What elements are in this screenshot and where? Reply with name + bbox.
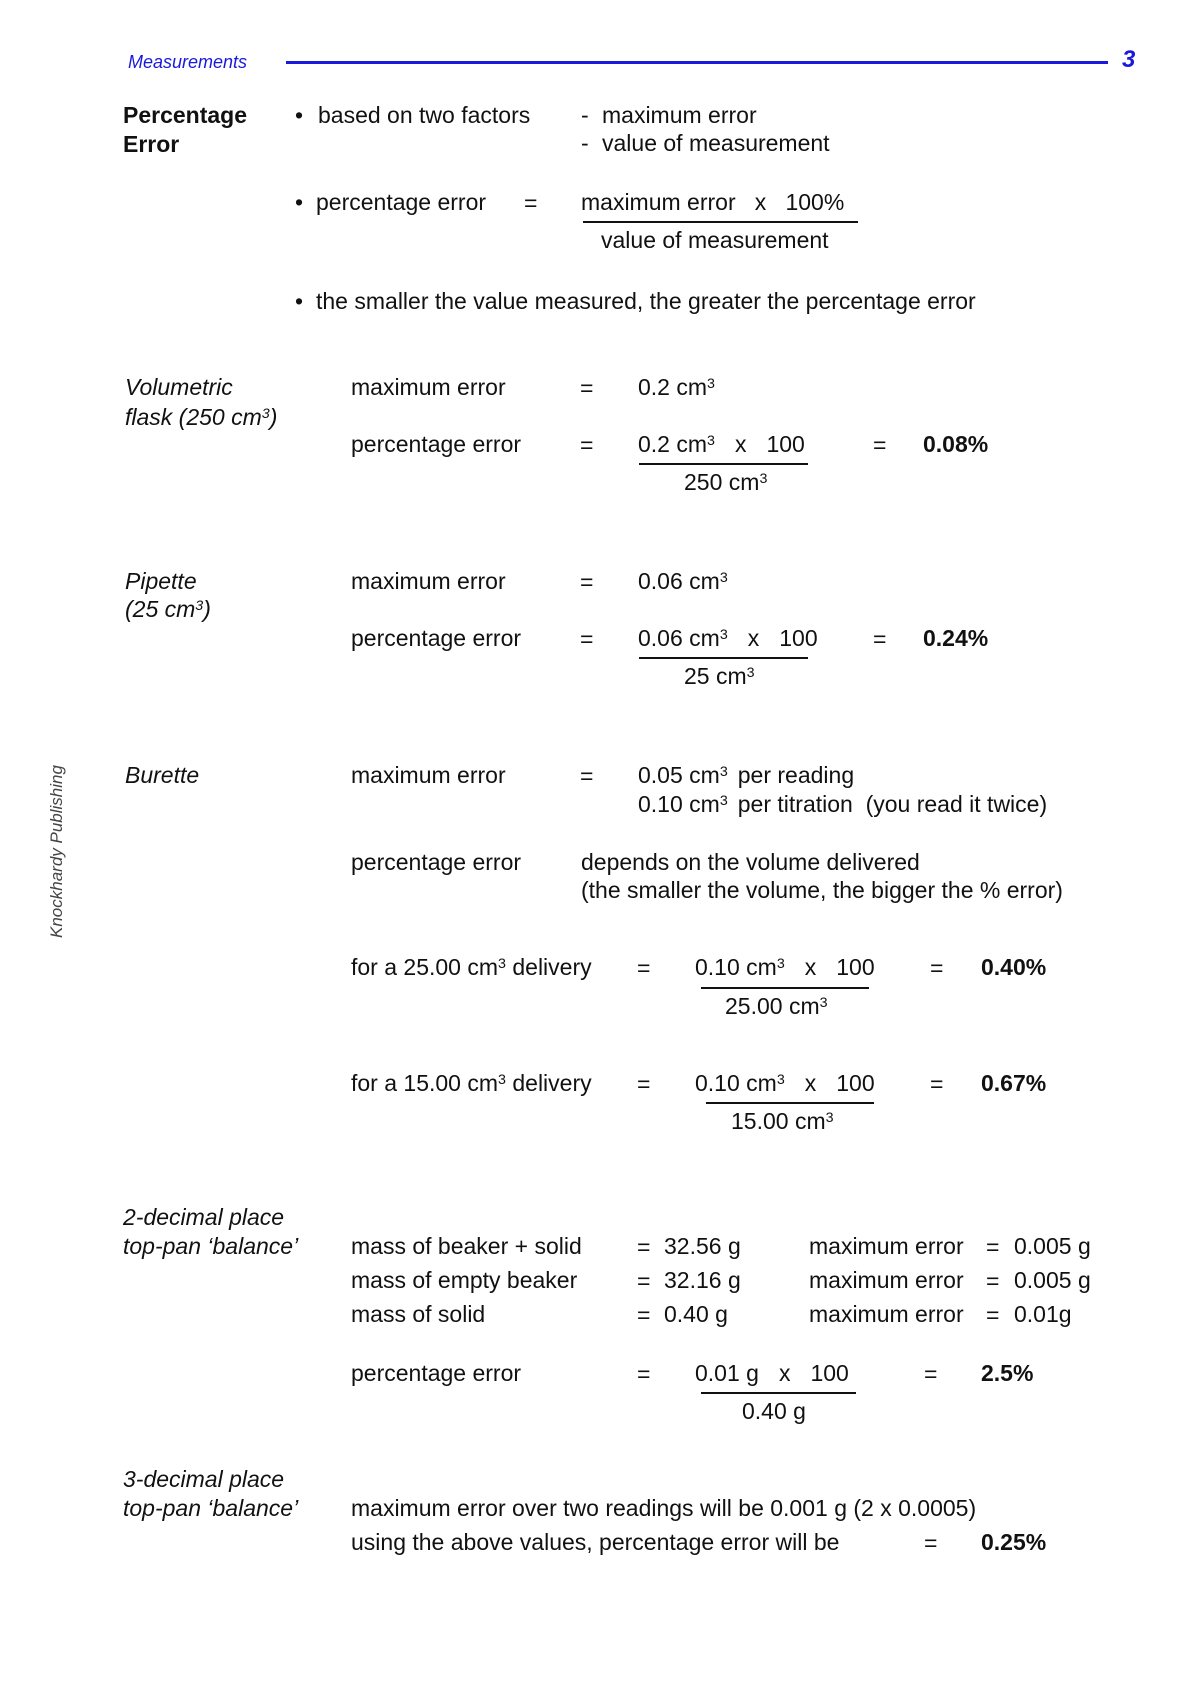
balance2-row2-error-label: maximum error bbox=[809, 1267, 964, 1293]
burette-depends-2: (the smaller the volume, the bigger the % error) bbox=[581, 877, 1063, 903]
bullet-3-marker: • bbox=[295, 288, 304, 314]
pipette-max-error-label: maximum error bbox=[351, 568, 506, 594]
balance3-result: 0.25% bbox=[981, 1529, 1047, 1555]
pipette-numerator: 0.06 $cm^3$ x 100 bbox=[638, 625, 818, 651]
balance2-row3-equals: = bbox=[637, 1302, 651, 1328]
balance2-fraction-rule bbox=[701, 1392, 856, 1394]
burette-calc2-equals: = bbox=[637, 1071, 651, 1097]
burette-max-error-label: maximum error bbox=[351, 762, 506, 788]
balance2-row1-error-label: maximum error bbox=[809, 1233, 964, 1259]
balance2-numerator: 0.01 g x 100 bbox=[695, 1360, 849, 1386]
flask-max-error-label: maximum error bbox=[351, 374, 506, 400]
pipette-result-equals: = bbox=[873, 626, 887, 652]
bullet-2-text: percentage error bbox=[316, 189, 487, 215]
pipette-pct-label: percentage error bbox=[351, 625, 522, 651]
pipette-label-2: (25 $cm^3$) bbox=[125, 596, 211, 622]
factor-1-dash: - bbox=[581, 102, 589, 128]
balance3-label-2: top-pan ‘balance’ bbox=[123, 1495, 299, 1521]
bullet-2-equals: = bbox=[524, 190, 538, 216]
burette-calc1-result: 0.40% bbox=[981, 954, 1047, 980]
burette-calc1-denominator: 25.00 $cm^3$ bbox=[725, 993, 828, 1019]
balance3-result-equals: = bbox=[924, 1530, 938, 1556]
balance2-row1-error-value: 0.005 g bbox=[1014, 1233, 1091, 1259]
balance2-row2-item: mass of empty beaker bbox=[351, 1267, 578, 1293]
bullet-1-marker: • bbox=[295, 102, 304, 128]
burette-label: Burette bbox=[125, 762, 200, 788]
burette-calc2-result: 0.67% bbox=[981, 1070, 1047, 1096]
formula-numerator: maximum error x 100% bbox=[581, 189, 845, 215]
pipette-max-error-value: 0.06 $cm^3$ bbox=[638, 568, 728, 594]
balance2-result: 2.5% bbox=[981, 1360, 1034, 1386]
flask-fraction-rule bbox=[639, 463, 808, 465]
bullet-2-marker: • bbox=[295, 189, 304, 215]
balance2-denominator: 0.40 g bbox=[742, 1398, 806, 1424]
balance2-row3-error-value: 0.01g bbox=[1014, 1301, 1072, 1327]
flask-numerator: 0.2 $cm^3$ x 100 bbox=[638, 431, 805, 457]
burette-calc2-label: for a 15.00 $cm^3$ delivery bbox=[351, 1070, 592, 1096]
burette-calc1-numerator: 0.10 $cm^3$ x 100 bbox=[695, 954, 875, 980]
burette-calc1-rule bbox=[701, 987, 869, 989]
bullet-1-text: based on two factors bbox=[318, 102, 531, 128]
header-rule bbox=[286, 61, 1108, 64]
balance2-row1-error-equals: = bbox=[986, 1234, 1000, 1260]
balance3-line-1: maximum error over two readings will be 0.001 g (2 x 0.0005) bbox=[351, 1495, 977, 1521]
balance2-pct-label: percentage error bbox=[351, 1360, 522, 1386]
heading-percentage: Percentage bbox=[123, 102, 248, 128]
burette-titration: 0.10 $cm^3$ per titration (you read it twice) bbox=[638, 791, 1048, 817]
burette-calc1-equals: = bbox=[637, 955, 651, 981]
formula-denominator: value of measurement bbox=[601, 227, 829, 253]
burette-reading: 0.05 $cm^3$ per reading bbox=[638, 762, 855, 788]
pipette-denominator: 25 $cm^3$ bbox=[684, 663, 755, 689]
factor-1-text: maximum error bbox=[602, 102, 757, 128]
balance3-label-1: 3-decimal place bbox=[123, 1466, 285, 1492]
burette-calc1-label: for a 25.00 $cm^3$ delivery bbox=[351, 954, 592, 980]
balance2-row2-error-value: 0.005 g bbox=[1014, 1267, 1091, 1293]
flask-result: 0.08% bbox=[923, 431, 989, 457]
balance2-pct-equals: = bbox=[637, 1361, 651, 1387]
balance2-row2-equals: = bbox=[637, 1268, 651, 1294]
balance2-row3-error-label: maximum error bbox=[809, 1301, 964, 1327]
pipette-pct-equals: = bbox=[580, 626, 594, 652]
pipette-label-1: Pipette bbox=[125, 568, 197, 594]
flask-label-2: flask (250 $cm^3$) bbox=[125, 404, 278, 430]
heading-error: Error bbox=[123, 131, 180, 157]
balance2-result-equals: = bbox=[924, 1361, 938, 1387]
flask-max-error-value: 0.2 $cm^3$ bbox=[638, 374, 715, 400]
balance2-row3-value: 0.40 g bbox=[664, 1301, 728, 1327]
balance2-row1-value: 32.56 g bbox=[664, 1233, 741, 1259]
flask-pct-equals: = bbox=[580, 432, 594, 458]
factor-2-dash: - bbox=[581, 130, 589, 156]
pipette-fraction-rule bbox=[639, 657, 808, 659]
formula-rule bbox=[583, 221, 858, 223]
pipette-max-error-equals: = bbox=[580, 569, 594, 595]
balance3-line-2: using the above values, percentage error will be bbox=[351, 1529, 840, 1555]
burette-max-error-equals: = bbox=[580, 763, 594, 789]
balance2-row3-item: mass of solid bbox=[351, 1301, 486, 1327]
burette-calc2-denominator: 15.00 $cm^3$ bbox=[731, 1108, 834, 1134]
page-number: 3 bbox=[1122, 46, 1136, 73]
burette-calc2-rule bbox=[706, 1102, 874, 1104]
flask-pct-label: percentage error bbox=[351, 431, 522, 457]
balance2-row3-error-equals: = bbox=[986, 1302, 1000, 1328]
burette-pct-label: percentage error bbox=[351, 849, 522, 875]
balance2-row2-error-equals: = bbox=[986, 1268, 1000, 1294]
burette-calc1-result-equals: = bbox=[930, 955, 944, 981]
burette-calc2-result-equals: = bbox=[930, 1071, 944, 1097]
publisher-sidebar: Knockhardy Publishing bbox=[47, 765, 66, 938]
bullet-3-text: the smaller the value measured, the greater the percentage error bbox=[316, 288, 976, 314]
flask-result-equals: = bbox=[873, 432, 887, 458]
burette-calc2-numerator: 0.10 $cm^3$ x 100 bbox=[695, 1070, 875, 1096]
burette-depends-1: depends on the volume delivered bbox=[581, 849, 920, 875]
pipette-result: 0.24% bbox=[923, 625, 989, 651]
flask-denominator: 250 $cm^3$ bbox=[684, 469, 768, 495]
flask-label-1: Volumetric bbox=[125, 374, 233, 400]
flask-max-error-equals: = bbox=[580, 375, 594, 401]
balance2-label-2: top-pan ‘balance’ bbox=[123, 1233, 299, 1259]
balance2-row1-item: mass of beaker + solid bbox=[351, 1233, 582, 1259]
balance2-row1-equals: = bbox=[637, 1234, 651, 1260]
section-title: Measurements bbox=[128, 52, 248, 72]
balance2-row2-value: 32.16 g bbox=[664, 1267, 741, 1293]
factor-2-text: value of measurement bbox=[602, 130, 830, 156]
balance2-label-1: 2-decimal place bbox=[123, 1204, 285, 1230]
